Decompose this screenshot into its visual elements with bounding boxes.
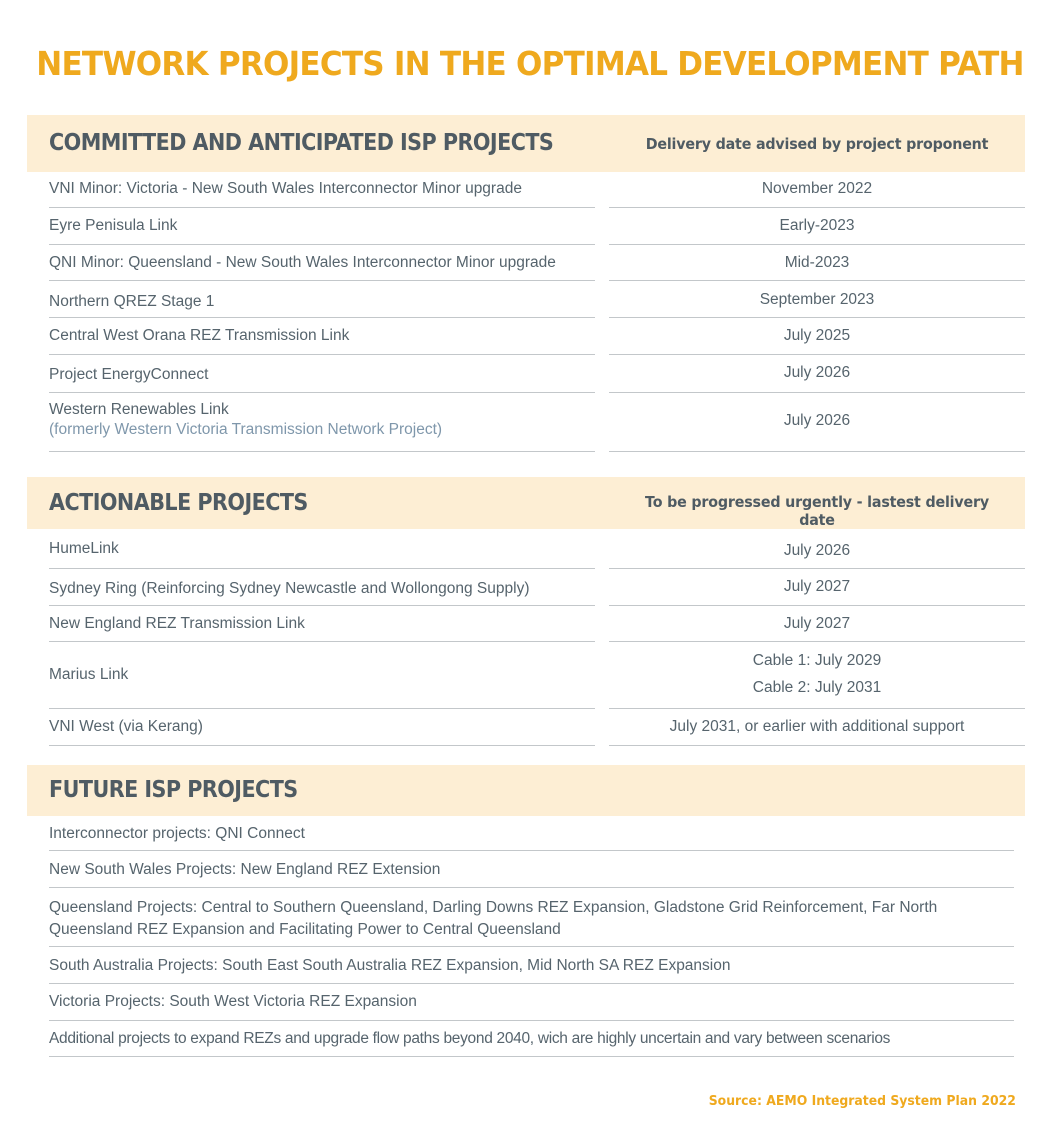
delivery-date (609, 651, 1025, 698)
project-name: Sydney Ring (Reinforcing Sydney Newcastle and Wollongong Supply) (49, 580, 530, 597)
table-row (27, 245, 1025, 281)
project-name: Eyre Penisula Link (49, 217, 178, 234)
delivery-date: July 2026 (783, 364, 851, 381)
actionable-section (27, 477, 1025, 746)
committed-header-band (27, 115, 1025, 172)
page-title: NETWORK PROJECTS IN THE OPTIMAL DEVELOPMENT PATH (36, 44, 1024, 83)
project-name: HumeLink (49, 540, 119, 557)
project-name: South Australia Projects: South East South Australia REZ Expansion, Mid North SA REZ Expansion (49, 957, 731, 974)
project-name: New South Wales Projects: New England REZ Extension (49, 861, 441, 878)
delivery-date: July 2027 (783, 578, 851, 595)
project-name: VNI West (via Kerang) (49, 718, 203, 735)
table-row (27, 208, 1025, 245)
list-item (27, 816, 1025, 851)
divider (609, 451, 1025, 452)
actionable-column-header: To be progressed urgently - lastest delivery date (645, 493, 989, 529)
project-name: Additional projects to expand REZs and upgrade flow paths beyond 2040, wich are highly uncertain and vary between scenarios (49, 1030, 891, 1047)
project-title: Western Renewables Link (49, 401, 229, 418)
delivery-date: July 2026 (783, 412, 851, 429)
table-row (27, 281, 1025, 318)
project-name: Queensland Projects: Central to Southern Queensland, Darling Downs REZ Expansion, Gladstone Grid Reinforcement, Far North Queensland REZ Expansion and Facilitating Power to Central Queensland (49, 899, 938, 938)
project-name (49, 400, 595, 440)
table-row (27, 172, 1025, 208)
table-row (27, 642, 1025, 709)
project-name: Interconnector projects: QNI Connect (49, 825, 305, 842)
committed-heading: COMMITTED AND ANTICIPATED ISP PROJECTS (49, 130, 554, 156)
project-name: QNI Minor: Queensland - New South Wales Interconnector Minor upgrade (49, 254, 556, 271)
divider (49, 745, 595, 746)
list-item (27, 888, 1025, 947)
future-header-band (27, 765, 1025, 816)
divider (609, 745, 1025, 746)
table-row (27, 569, 1025, 606)
delivery-date-cable-2: Cable 2: July 2031 (752, 679, 882, 696)
source-note: Source: AEMO Integrated System Plan 2022 (708, 1093, 1016, 1109)
delivery-date: November 2022 (761, 180, 873, 197)
project-name: VNI Minor: Victoria - New South Wales Interconnector Minor upgrade (49, 180, 522, 197)
future-heading: FUTURE ISP PROJECTS (49, 777, 298, 803)
delivery-date: July 2027 (783, 615, 851, 632)
table-row (27, 318, 1025, 355)
table-row (27, 709, 1025, 746)
project-name: New England REZ Transmission Link (49, 615, 305, 632)
project-name: Marius Link (49, 666, 129, 683)
delivery-date: July 2025 (783, 327, 851, 344)
delivery-date: Mid-2023 (784, 254, 850, 271)
project-name: Victoria Projects: South West Victoria REZ Expansion (49, 993, 417, 1010)
delivery-date-cable-1: Cable 1: July 2029 (752, 652, 882, 669)
table-row (27, 355, 1025, 393)
project-name: Central West Orana REZ Transmission Link (49, 327, 350, 344)
table-row (27, 606, 1025, 642)
delivery-date: July 2031, or earlier with additional support (669, 718, 965, 735)
list-item (27, 947, 1025, 984)
delivery-date: Early-2023 (779, 217, 855, 234)
actionable-header-band (27, 477, 1025, 529)
project-former-name: (formerly Western Victoria Transmission Network Project) (49, 421, 443, 438)
divider (49, 451, 595, 452)
table-row (27, 393, 1025, 452)
list-item (27, 851, 1025, 888)
divider (49, 1056, 1014, 1057)
committed-column-header: Delivery date advised by project proponent (645, 135, 989, 153)
actionable-heading: ACTIONABLE PROJECTS (49, 490, 308, 516)
future-section (27, 765, 1025, 1057)
project-name: Project EnergyConnect (49, 366, 209, 383)
list-item (27, 1021, 1025, 1057)
project-name: Northern QREZ Stage 1 (49, 293, 215, 310)
table-row (27, 529, 1025, 569)
committed-section (27, 115, 1025, 452)
delivery-date: September 2023 (759, 291, 875, 308)
list-item (27, 984, 1025, 1021)
delivery-date: July 2026 (783, 542, 851, 559)
